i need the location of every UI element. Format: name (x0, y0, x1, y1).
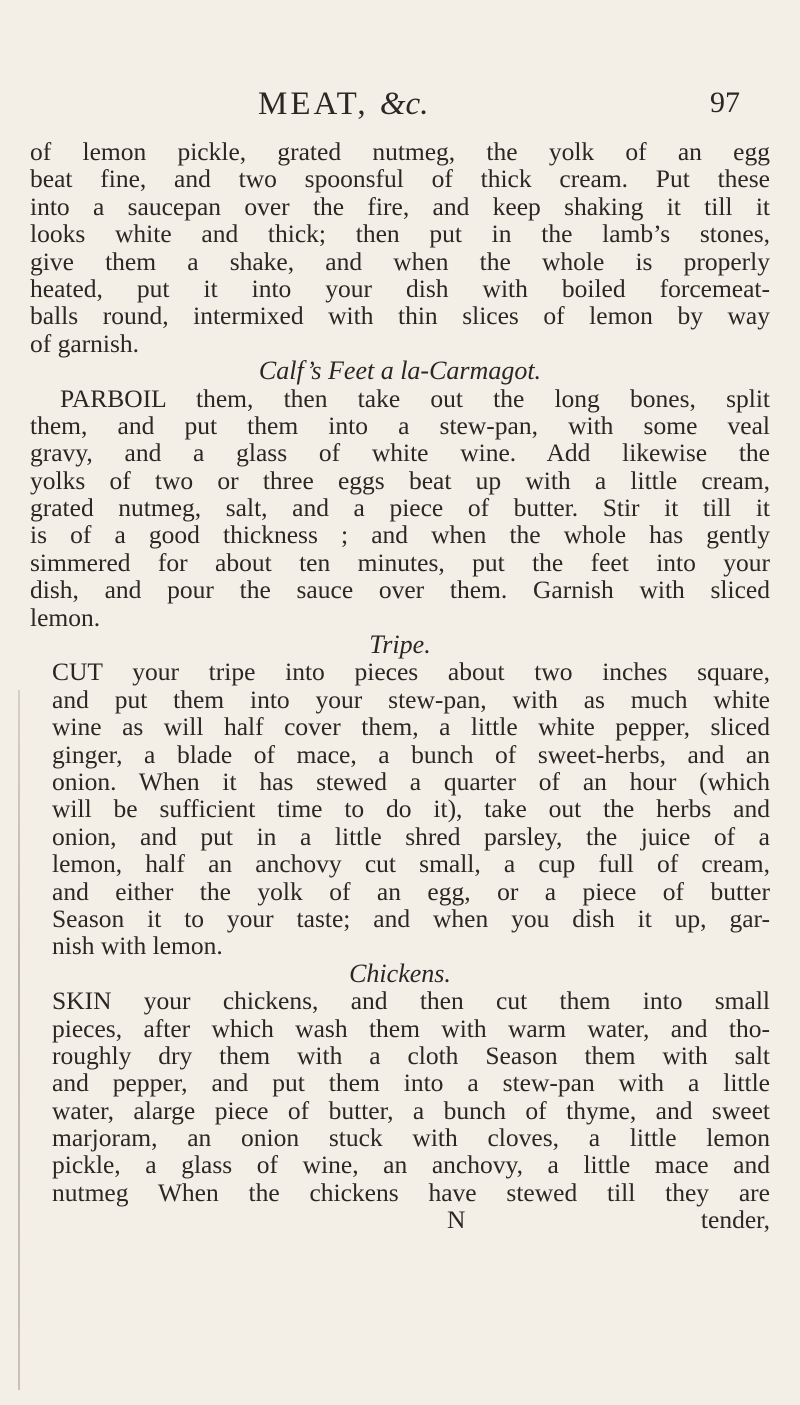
text-line: them, and put them into a stew-pan, with some veal (30, 410, 770, 440)
text-line: lemon, half an anchovy cut small, a cup full of cream, (52, 849, 770, 879)
text-line: dish, and pour the sauce over them. Garnish with sliced (30, 575, 770, 605)
running-head-title: MEAT, (258, 86, 369, 122)
text-line: CUT your tripe into pieces about two inches square, (52, 657, 770, 687)
text-line: is of a good thickness ; and when the whole has gently (30, 520, 770, 550)
text-line: balls round, intermixed with thin slices of lemon by way (30, 301, 770, 331)
text-line: lemon. (30, 602, 101, 632)
recipe-tripe (30, 658, 770, 959)
page-footer (30, 1206, 770, 1233)
text-line: looks white and thick; then put in the lamb’s stones, (30, 219, 770, 249)
recipe-chickens (30, 987, 770, 1206)
text-line: pieces, after which wash them with warm water, and tho- (52, 1013, 770, 1043)
signature-mark: N (447, 1205, 466, 1235)
body-text (30, 138, 770, 1234)
running-head (258, 86, 428, 123)
text-line: pickle, a glass of wine, an anchovy, a little mace and (52, 1150, 770, 1180)
page-number: 97 (710, 86, 740, 119)
text-line: PARBOIL them, then take out the long bones, split (60, 383, 770, 413)
binding-shadow (18, 690, 20, 1390)
text-line: yolks of two or three eggs beat up with a little cream, (30, 465, 770, 495)
text-line: onion. When it has stewed a quarter of an hour (which (52, 766, 770, 796)
text-line: and pepper, and put them into a stew-pan with a little (52, 1068, 770, 1098)
text-line: grated nutmeg, salt, and a piece of butter. Stir it till it (30, 493, 770, 523)
page-header (0, 86, 800, 126)
text-line: simmered for about ten minutes, put the feet into your (30, 547, 770, 577)
text-line: of garnish. (30, 328, 140, 358)
text-line: will be sufficient time to do it), take out the herbs and (52, 794, 770, 824)
text-line: beat fine, and two spoonsful of thick cream. Put these (30, 164, 770, 194)
recipe-heading: Calf’s Feet a la-Carmagot. (258, 356, 542, 386)
paragraph-continuation (30, 138, 770, 357)
recipe-calfs-feet (30, 385, 770, 632)
text-line: SKIN your chickens, and then cut them into small (52, 986, 770, 1016)
text-line: ginger, a blade of mace, a bunch of sweet-herbs, and an (52, 739, 770, 769)
text-line: heated, put it into your dish with boiled forcemeat- (30, 273, 770, 303)
text-line: into a saucepan over the fire, and keep shaking it till it (30, 191, 770, 221)
running-head-suffix: &c. (379, 86, 429, 122)
text-line: and either the yolk of an egg, or a piece of butter (52, 876, 770, 906)
text-line: nish with lemon. (52, 931, 223, 961)
text-line: Season it to your taste; and when you dish it up, gar- (52, 903, 770, 933)
text-line: nutmeg When the chickens have stewed till they are (52, 1177, 770, 1207)
text-line: and put them into your stew-pan, with as much white (52, 684, 770, 714)
text-line: wine as will half cover them, a little white pepper, sliced (52, 712, 770, 742)
catchword: tender, (700, 1205, 770, 1235)
recipe-heading: Tripe. (369, 630, 431, 660)
text-line: gravy, and a glass of white wine. Add likewise the (30, 438, 770, 468)
text-line: water, alarge piece of butter, a bunch of thyme, and sweet (52, 1095, 770, 1125)
text-line: give them a shake, and when the whole is properly (30, 246, 770, 276)
recipe-heading: Chickens. (349, 958, 451, 988)
text-line: onion, and put in a little shred parsley, the juice of a (52, 821, 770, 851)
text-line: roughly dry them with a cloth Season them with salt (52, 1040, 770, 1070)
text-line: marjoram, an onion stuck with cloves, a little lemon (52, 1123, 770, 1153)
text-line: of lemon pickle, grated nutmeg, the yolk of an egg (30, 137, 770, 166)
